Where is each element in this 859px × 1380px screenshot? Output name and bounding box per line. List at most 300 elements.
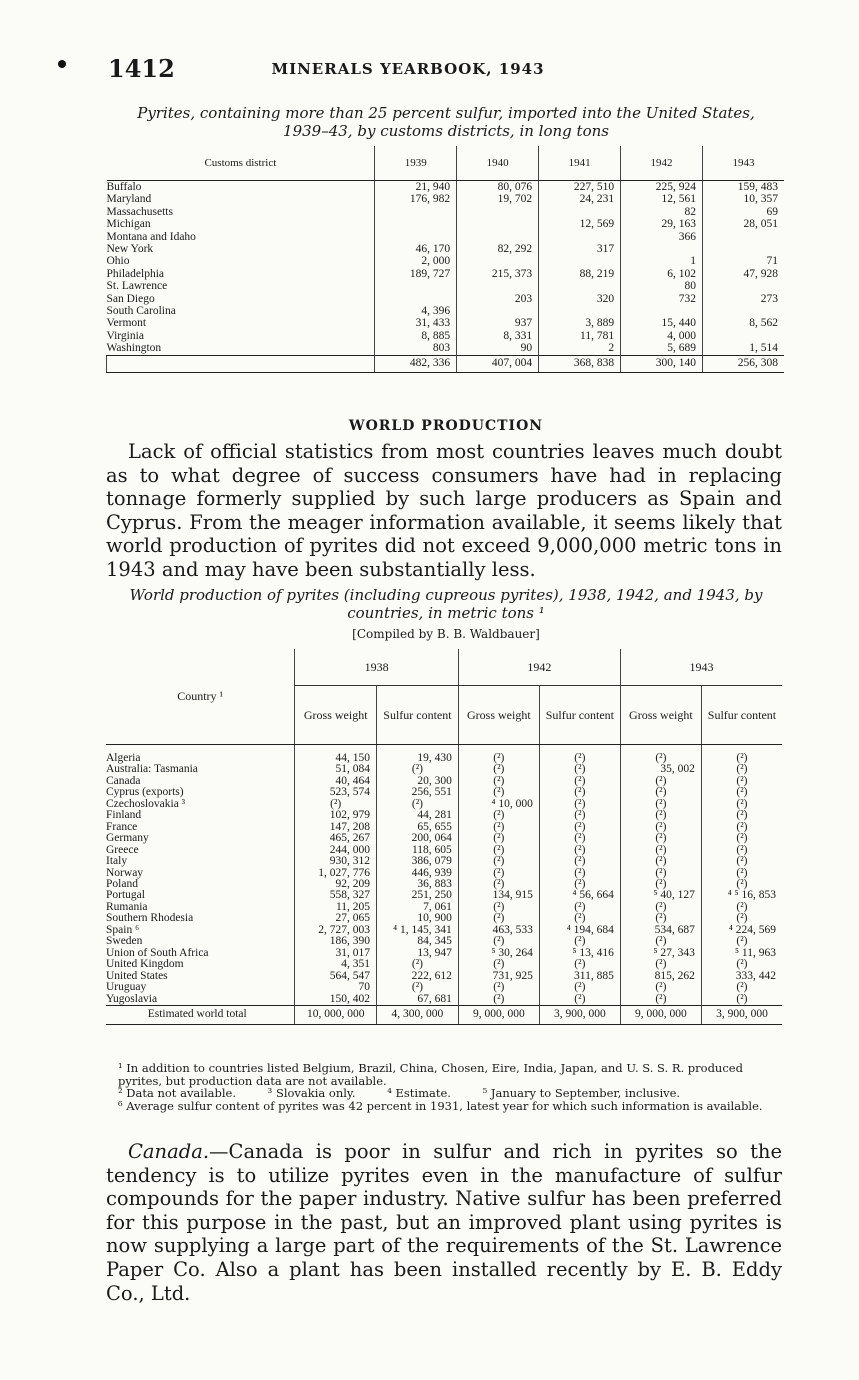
table-cell: 215, 373 <box>457 268 539 280</box>
total-cell: 3, 900, 000 <box>539 1005 620 1024</box>
country-name: Rumania <box>106 900 148 913</box>
country-name: United Kingdom <box>106 958 184 971</box>
district-name: Buffalo <box>106 181 142 193</box>
table-cell: 24, 231 <box>539 193 621 205</box>
table-cell: (²) <box>620 776 701 787</box>
table-cell: 311, 885 <box>539 971 620 982</box>
table-cell: 227, 510 <box>539 181 621 194</box>
table-cell: 44, 281 <box>377 810 459 821</box>
table-cell: 2, 727, 003 <box>295 925 377 936</box>
section-heading: WORLD PRODUCTION <box>348 418 544 434</box>
table-row <box>107 268 785 280</box>
district-name: Maryland <box>106 193 152 206</box>
table-cell: 200, 064 <box>377 833 459 844</box>
table-cell: (²) <box>620 745 701 765</box>
table-cell: (²) <box>620 822 701 833</box>
table-cell: (²) <box>620 810 701 821</box>
table-row <box>106 971 782 982</box>
table-cell: (²) <box>539 913 620 924</box>
country-name: Spain ⁶ <box>106 923 140 936</box>
table-cell: 46, 170 <box>375 243 457 255</box>
table-row <box>107 317 785 329</box>
table-cell <box>375 206 457 218</box>
footnote-5: ⁵ January to September, inclusive. <box>482 1086 681 1101</box>
table-cell: (²) <box>458 879 539 890</box>
table-cell: 5, 689 <box>621 342 703 355</box>
district-name: St. Lawrence <box>106 280 168 293</box>
column-header: 1941 <box>539 146 621 181</box>
table-cell: (²) <box>539 879 620 890</box>
table-cell: (²) <box>539 833 620 844</box>
table2-caption-line2: countries, in metric tons ¹ <box>347 604 545 622</box>
table-cell: 134, 915 <box>458 890 539 901</box>
country-name: Australia: Tasmania <box>106 763 198 776</box>
table-cell <box>375 293 457 305</box>
table-cell: ⁴ 10, 000 <box>458 799 539 810</box>
table-cell: (²) <box>458 902 539 913</box>
table-cell: (²) <box>701 868 782 879</box>
table-cell: (²) <box>701 936 782 947</box>
total-cell: 10, 000, 000 <box>295 1005 377 1024</box>
canada-paragraph <box>106 1140 782 1305</box>
table-cell: (²) <box>701 822 782 833</box>
table-cell <box>703 330 784 342</box>
table-cell: 4, 000 <box>621 330 703 342</box>
table-cell: (²) <box>539 810 620 821</box>
table1-caption <box>106 104 786 140</box>
table-cell: 71 <box>703 255 784 267</box>
table-row <box>107 342 785 355</box>
footnote-3: ³ Slovakia only. <box>267 1086 356 1101</box>
table-cell: (²) <box>620 959 701 970</box>
table-cell: 118, 605 <box>377 845 459 856</box>
table-cell: 320 <box>539 293 621 305</box>
total-cell: 4, 300, 000 <box>377 1005 459 1024</box>
sulfur-content-header: Sulfur content <box>377 686 459 745</box>
table-cell: (²) <box>701 745 782 765</box>
column-header: Customs district <box>107 146 375 181</box>
total-cell: 300, 140 <box>621 355 703 372</box>
table-cell: 8, 562 <box>703 317 784 329</box>
table-cell: (²) <box>458 822 539 833</box>
table-cell: (²) <box>539 856 620 867</box>
table-cell: 31, 017 <box>295 948 377 959</box>
table-cell: 147, 208 <box>295 822 377 833</box>
table-cell: (²) <box>620 994 701 1006</box>
table-row <box>107 293 785 305</box>
table-cell: (²) <box>458 868 539 879</box>
table-cell: 7, 061 <box>377 902 459 913</box>
page-header <box>108 54 788 84</box>
table-cell: (²) <box>539 994 620 1006</box>
table-cell: 333, 442 <box>701 971 782 982</box>
table-cell <box>703 305 784 317</box>
table-cell <box>457 305 539 317</box>
table-cell: 11, 781 <box>539 330 621 342</box>
total-cell: 256, 308 <box>703 355 784 372</box>
table-cell: (²) <box>701 959 782 970</box>
table-cell: (²) <box>701 994 782 1006</box>
table-row <box>106 856 782 867</box>
table-cell: 65, 655 <box>377 822 459 833</box>
table-cell <box>375 218 457 230</box>
table-cell: ⁵ 27, 343 <box>620 948 701 959</box>
table-cell: (²) <box>377 764 459 775</box>
table-cell: (²) <box>377 982 459 993</box>
table-cell: 82, 292 <box>457 243 539 255</box>
table-cell: (²) <box>458 787 539 798</box>
total-cell: 9, 000, 000 <box>620 1005 701 1024</box>
table-cell: (²) <box>458 994 539 1006</box>
table-cell: 82 <box>621 206 703 218</box>
table-cell: 176, 982 <box>375 193 457 205</box>
table-cell: 80 <box>621 280 703 292</box>
table-cell: 13, 947 <box>377 948 459 959</box>
table-cell: 2, 000 <box>375 255 457 267</box>
total-cell: 3, 900, 000 <box>701 1005 782 1024</box>
table-cell: (²) <box>701 856 782 867</box>
country-name: Italy <box>106 855 128 868</box>
table-cell: 8, 331 <box>457 330 539 342</box>
table-cell: 317 <box>539 243 621 255</box>
table-row <box>107 181 785 194</box>
table-cell: 534, 687 <box>620 925 701 936</box>
table-cell <box>539 305 621 317</box>
canada-text: —Canada is poor in sulfur and rich in pyrites so the tendency is to utilize pyrites even in the manufacture of sulfur compounds for the paper industry. Native sulfur has been preferred for this purpose in the past, but an improved plant using pyrites is now supplying a large part of the requirements of the St. Lawrence Paper Co. Also a plant has been installed recently by E. B. Eddy Co., Ltd. <box>106 1140 782 1305</box>
table-row <box>106 982 782 993</box>
year-header: 1942 <box>458 649 620 686</box>
table-cell: 69 <box>703 206 784 218</box>
table-cell: 19, 702 <box>457 193 539 205</box>
table-cell: (²) <box>620 856 701 867</box>
table-row <box>107 243 785 255</box>
total-cell <box>107 355 375 372</box>
table-cell: 51, 084 <box>295 764 377 775</box>
country-name: Canada <box>106 774 141 787</box>
table-cell: 366 <box>621 231 703 243</box>
paragraph-text: Lack of official statistics from most countries leaves much doubt as to what degree of success consumers have had in replacing tonnage formerly supplied by such large producers as Spain and Cyprus. From the meager information available, it seems likely that world production of pyrites did not exceed 9,000,000 metric tons in 1943 and may have been substantially less. <box>106 440 782 581</box>
table-cell: 564, 547 <box>295 971 377 982</box>
table-cell: (²) <box>458 982 539 993</box>
column-header: 1943 <box>703 146 784 181</box>
table-cell: (²) <box>620 833 701 844</box>
table-cell: 159, 483 <box>703 181 784 194</box>
district-name: Michigan <box>106 218 151 231</box>
table-cell: (²) <box>458 856 539 867</box>
table-cell: 29, 163 <box>621 218 703 230</box>
table-row <box>107 330 785 342</box>
table-cell <box>457 255 539 267</box>
table-cell: 150, 402 <box>295 994 377 1006</box>
table-cell: 31, 433 <box>375 317 457 329</box>
column-header: 1940 <box>457 146 539 181</box>
table-cell: (²) <box>701 845 782 856</box>
table-cell: (²) <box>458 833 539 844</box>
table-cell: ⁴ ⁵ 16, 853 <box>701 890 782 901</box>
table-cell: (²) <box>539 787 620 798</box>
table-cell: (²) <box>539 868 620 879</box>
world-production-table <box>106 649 782 1025</box>
table-row <box>107 231 785 243</box>
year-header-row <box>106 649 782 686</box>
gross-weight-header: Gross weight <box>295 686 377 745</box>
table-cell: (²) <box>701 787 782 798</box>
table-cell: (²) <box>701 776 782 787</box>
table-cell: (²) <box>539 745 620 765</box>
table-cell: 90 <box>457 342 539 355</box>
district-name: Philadelphia <box>106 267 164 280</box>
table-cell: 12, 569 <box>539 218 621 230</box>
table-cell: (²) <box>620 879 701 890</box>
table-cell: (²) <box>620 982 701 993</box>
table-cell: 803 <box>375 342 457 355</box>
table-row <box>107 218 785 230</box>
table-cell: 28, 051 <box>703 218 784 230</box>
country-name: United States <box>106 969 168 982</box>
table-cell: (²) <box>701 913 782 924</box>
bullet-mark <box>58 60 66 68</box>
table-cell: (²) <box>295 799 377 810</box>
table-cell: 92, 209 <box>295 879 377 890</box>
table-cell: (²) <box>458 810 539 821</box>
year-header: 1943 <box>620 649 782 686</box>
table-cell: ⁵ 30, 264 <box>458 948 539 959</box>
table-cell: 203 <box>457 293 539 305</box>
table-row <box>106 745 782 765</box>
table-cell: 386, 079 <box>377 856 459 867</box>
table-cell: 27, 065 <box>295 913 377 924</box>
table-cell: (²) <box>539 936 620 947</box>
table-row <box>106 959 782 970</box>
table-cell: (²) <box>620 799 701 810</box>
table-cell: (²) <box>539 845 620 856</box>
table-cell: ⁵ 40, 127 <box>620 890 701 901</box>
world-production-paragraph <box>106 440 782 582</box>
table-cell: ⁴ 194, 684 <box>539 925 620 936</box>
table-cell: 10, 900 <box>377 913 459 924</box>
table-cell: 84, 345 <box>377 936 459 947</box>
table-cell: (²) <box>620 868 701 879</box>
table1-caption-line2: 1939–43, by customs districts, in long tons <box>283 122 609 140</box>
table-cell: 558, 327 <box>295 890 377 901</box>
table-row <box>107 305 785 317</box>
table-cell: 523, 574 <box>295 787 377 798</box>
column-header: 1939 <box>375 146 457 181</box>
table-cell: 4, 396 <box>375 305 457 317</box>
district-name: Montana and Idaho <box>106 230 196 243</box>
table-cell: (²) <box>539 799 620 810</box>
table-cell: 44, 150 <box>295 745 377 765</box>
country-name: Sweden <box>106 935 143 948</box>
table-cell: 1, 027, 776 <box>295 868 377 879</box>
country-name: Yugoslavia <box>106 992 158 1005</box>
imports-table <box>106 146 784 373</box>
table-cell: (²) <box>620 902 701 913</box>
table-cell <box>457 218 539 230</box>
table-cell <box>703 243 784 255</box>
country-name: Cyprus (exports) <box>106 786 184 799</box>
table-cell: 731, 925 <box>458 971 539 982</box>
table-cell: 273 <box>703 293 784 305</box>
table-cell: 732 <box>621 293 703 305</box>
country-name: Uruguay <box>106 981 147 994</box>
table-cell: 40, 464 <box>295 776 377 787</box>
table-cell: 446, 939 <box>377 868 459 879</box>
table-cell <box>457 280 539 292</box>
table-cell: 88, 219 <box>539 268 621 280</box>
table-cell: (²) <box>377 959 459 970</box>
table-cell: (²) <box>701 764 782 775</box>
table-cell: 189, 727 <box>375 268 457 280</box>
country-name: Union of South Africa <box>106 946 209 959</box>
table-cell: (²) <box>701 879 782 890</box>
table-cell: 70 <box>295 982 377 993</box>
footnote-row <box>106 1087 782 1100</box>
gross-weight-header: Gross weight <box>620 686 701 745</box>
table-cell: (²) <box>458 913 539 924</box>
table-cell: (²) <box>620 913 701 924</box>
table-cell <box>457 206 539 218</box>
table-cell <box>621 305 703 317</box>
year-header: 1938 <box>295 649 458 686</box>
table-cell: 3, 889 <box>539 317 621 329</box>
table-cell: 11, 205 <box>295 902 377 913</box>
table-cell <box>539 255 621 267</box>
table-row <box>106 994 782 1006</box>
table-cell: (²) <box>539 959 620 970</box>
country-name: Algeria <box>106 752 141 764</box>
table-cell: 225, 924 <box>621 181 703 194</box>
table-row <box>106 787 782 798</box>
country-name: Finland <box>106 809 142 822</box>
table-cell: 35, 002 <box>620 764 701 775</box>
footnotes <box>106 1062 782 1112</box>
table-cell: 15, 440 <box>621 317 703 329</box>
table2-caption-line1: World production of pyrites (including cupreous pyrites), 1938, 1942, and 1943, by <box>129 586 763 604</box>
table-cell: 36, 883 <box>377 879 459 890</box>
table-cell: (²) <box>539 776 620 787</box>
table-cell <box>539 231 621 243</box>
country-name: Germany <box>106 832 149 845</box>
table-cell: ⁴ 56, 664 <box>539 890 620 901</box>
table-cell <box>621 243 703 255</box>
table-cell: 463, 533 <box>458 925 539 936</box>
gross-weight-header: Gross weight <box>458 686 539 745</box>
table-cell: 465, 267 <box>295 833 377 844</box>
table-cell <box>375 280 457 292</box>
table-cell: 20, 300 <box>377 776 459 787</box>
table-row <box>106 810 782 821</box>
district-name: Virginia <box>106 329 144 342</box>
district-name: Ohio <box>106 255 130 268</box>
total-cell: 482, 336 <box>375 355 457 372</box>
district-name: Massachusetts <box>106 205 173 218</box>
table-cell: (²) <box>458 936 539 947</box>
table-cell: 67, 681 <box>377 994 459 1006</box>
canada-lead: Canada. <box>128 1140 210 1163</box>
table-cell <box>457 231 539 243</box>
table-cell <box>539 280 621 292</box>
table-row <box>106 948 782 959</box>
table-cell: 1, 514 <box>703 342 784 355</box>
country-name: Portugal <box>106 889 145 902</box>
total-row <box>106 1005 782 1024</box>
table-cell: (²) <box>458 845 539 856</box>
sulfur-content-header: Sulfur content <box>539 686 620 745</box>
district-name: South Carolina <box>106 305 176 318</box>
table-row <box>106 936 782 947</box>
table-cell: (²) <box>701 982 782 993</box>
table-cell: (²) <box>539 902 620 913</box>
table-cell: 222, 612 <box>377 971 459 982</box>
table-cell: (²) <box>620 845 701 856</box>
table-cell: 10, 357 <box>703 193 784 205</box>
table-cell: 815, 262 <box>620 971 701 982</box>
total-cell: 407, 004 <box>457 355 539 372</box>
country-name: Greece <box>106 843 139 856</box>
country-name: Czechoslovakia ³ <box>106 797 186 810</box>
footnote-1: ¹ In addition to countries listed Belgium, Brazil, China, Chosen, Eire, India, Japan, and U. S. S. R. produced pyrites, but production data are not available. <box>118 1061 743 1088</box>
table-cell: 47, 928 <box>703 268 784 280</box>
table-cell: 102, 979 <box>295 810 377 821</box>
compiled-by-note: [Compiled by B. B. Waldbauer] <box>352 627 540 641</box>
table-cell: (²) <box>701 833 782 844</box>
table-cell: (²) <box>620 936 701 947</box>
table-cell: (²) <box>701 902 782 913</box>
table-cell: 1 <box>621 255 703 267</box>
table-cell: (²) <box>620 787 701 798</box>
table-cell: (²) <box>458 764 539 775</box>
table-cell: ⁴ 224, 569 <box>701 925 782 936</box>
table-row <box>106 833 782 844</box>
table-cell: 4, 351 <box>295 959 377 970</box>
table-cell: ⁴ 1, 145, 341 <box>377 925 459 936</box>
district-name: Washington <box>106 342 162 355</box>
running-title: MINERALS YEARBOOK, 1943 <box>271 60 545 78</box>
table-cell: (²) <box>539 764 620 775</box>
table-cell: 8, 885 <box>375 330 457 342</box>
table-cell: (²) <box>701 799 782 810</box>
page-number: 1412 <box>108 54 175 83</box>
total-cell: 9, 000, 000 <box>458 1005 539 1024</box>
table-cell: ⁵ 11, 963 <box>701 948 782 959</box>
table-cell: (²) <box>458 745 539 765</box>
total-cell: 368, 838 <box>539 355 621 372</box>
footnote-2: ² Data not available. <box>118 1086 237 1101</box>
country-name: Norway <box>106 866 144 879</box>
column-header: 1942 <box>621 146 703 181</box>
country-name: Poland <box>106 877 138 890</box>
table-cell: 6, 102 <box>621 268 703 280</box>
table-cell: 12, 561 <box>621 193 703 205</box>
table1-caption-line1: Pyrites, containing more than 25 percent sulfur, imported into the United States, <box>137 104 755 122</box>
table-row <box>107 193 785 205</box>
total-label: Estimated world total <box>106 1005 295 1024</box>
table-cell: 19, 430 <box>377 745 459 765</box>
table-cell: (²) <box>458 776 539 787</box>
table-row <box>107 280 785 292</box>
table-cell: (²) <box>458 959 539 970</box>
table-cell: (²) <box>539 822 620 833</box>
table-cell: 2 <box>539 342 621 355</box>
country-name: Southern Rhodesia <box>106 912 194 925</box>
district-name: Vermont <box>106 317 147 330</box>
table-cell: (²) <box>701 810 782 821</box>
district-name: New York <box>106 243 154 256</box>
table-row <box>107 255 785 267</box>
table-cell <box>703 280 784 292</box>
table-cell <box>375 231 457 243</box>
